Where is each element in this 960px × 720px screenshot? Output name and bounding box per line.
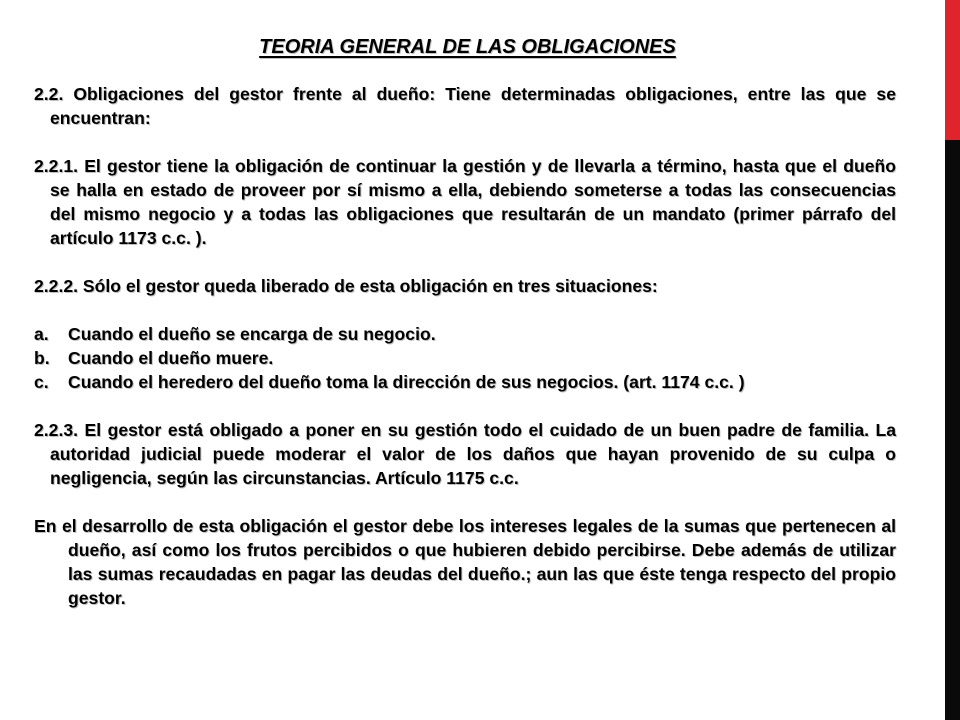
paragraph-2-2-1: 2.2.1. El gestor tiene la obligación de continuar la gestión y de llevarla a término, hasta que el dueño se halla en estado de proveer por sí mismo a ella, debiendo someterse a todas las consecuencias del mismo negocio y a todas las obligaciones que resultarán de un mandato (primer párrafo del artículo 1173 c.c. ). [34, 156, 896, 248]
black-side-bar [945, 140, 960, 720]
paragraph-2-2: 2.2. Obligaciones del gestor frente al dueño: Tiene determinadas obligaciones, entre las que se encuentran: [34, 84, 896, 128]
list-item-text: Cuando el dueño se encarga de su negocio. [68, 324, 436, 344]
slide-body [34, 82, 896, 610]
paragraph-2-2-2: 2.2.2. Sólo el gestor queda liberado de esta obligación en tres situaciones: [34, 276, 658, 296]
list-item-label: b. [34, 348, 50, 368]
list-item-text: Cuando el dueño muere. [68, 348, 274, 368]
situations-list [34, 322, 896, 394]
paragraph-2-2-3: 2.2.3. El gestor está obligado a poner en su gestión todo el cuidado de un buen padre de familia. La autoridad judicial puede moderar el valor de los daños que hayan provenido de su culpa o negligencia, según las circunstancias. Artículo 1175 c.c. [34, 420, 896, 488]
list-item-text: Cuando el heredero del dueño toma la dirección de sus negocios. (art. 1174 c.c. ) [68, 372, 745, 392]
list-item [34, 346, 896, 370]
list-item [34, 370, 896, 394]
paragraph-development: En el desarrollo de esta obligación el gestor debe los intereses legales de la sumas que pertenecen al dueño, así como los frutos percibidos o que hubieren debido percibirse. Debe además de utilizar las sumas recaudadas en pagar las deudas del dueño.; aun las que éste tenga respecto del propio gestor. [34, 516, 896, 608]
list-item-label: a. [34, 324, 49, 344]
list-item-label: c. [34, 372, 49, 392]
slide-title: TEORIA GENERAL DE LAS OBLIGACIONES [259, 36, 676, 58]
list-item [34, 322, 896, 346]
